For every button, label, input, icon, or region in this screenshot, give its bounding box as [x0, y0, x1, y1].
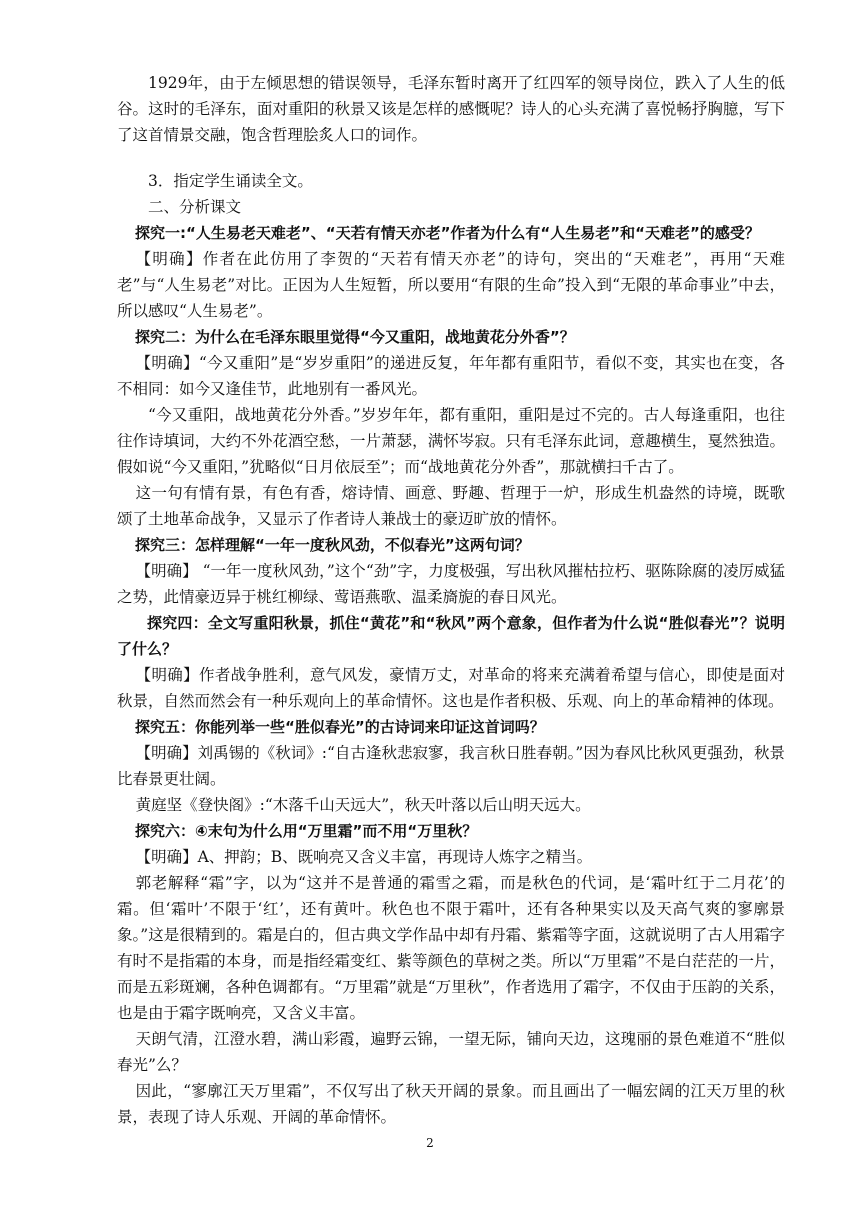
question-3: 探究三：怎样理解“一年一度秋风劲，不似春光”这两句词？ [135, 536, 530, 554]
answer-6-detail-b: 天朗气清，江澄水碧，满山彩霞，遍野云锦，一望无际，铺向天边，这瑰丽的景色难道不“胜似春光”么？ [117, 1030, 785, 1074]
answer-6-detail-c: 因此，“寥廓江天万里霜”，不仅写出了秋天开阔的景象。而且画出了一幅宏阔的江天万里的秋景，表现了诗人乐观、开阔的革命情怀。 [117, 1082, 785, 1126]
question-4: 探究四：全文写重阳秋景，抓住“黄花”和“秋风”两个意象，但作者为什么说“胜似春光”？说明了什么？ [117, 614, 785, 658]
answer-1: 【明确】作者在此仿用了李贺的“天若有情天亦老”的诗句，突出的“天难老”，再用“天难老”与“人生易老”对比。正因为人生短暂，所以要用“有限的生命”投入到“无限的革命事业”中去，所以感叹“人生易老”。 [117, 250, 785, 320]
answer-5-detail: 黄庭坚《登快阁》:“木落千山天远大”，秋天叶落以后山明天远大。 [135, 796, 591, 814]
section-heading-analysis: 二、分析课文 [148, 198, 242, 216]
question-2: 探究二：为什么在毛泽东眼里觉得“今又重阳，战地黄花分外香”？ [135, 328, 575, 346]
question-5: 探究五：你能列举一些“胜似春光”的古诗词来印证这首词吗？ [135, 718, 545, 736]
step-recite-text: 3．指定学生诵读全文。 [148, 172, 313, 190]
intro-paragraph: 1929年，由于左倾思想的错误领导，毛泽东暂时离开了红四军的领导岗位，跌入了人生的低谷。这时的毛泽东，面对重阳的秋景又该是怎样的感慨呢？诗人的心头充满了喜悦畅抒胸臆，写下了这首情景交融，饱含哲理脍炙人口的词作。 [117, 74, 785, 144]
answer-5: 【明确】刘禹锡的《秋词》:“自古逢秋悲寂寥，我言秋日胜春朝。”因为春风比秋风更强劲，秋景比春景更壮阔。 [117, 744, 785, 788]
paragraph-gap [117, 148, 785, 168]
answer-2-detail-b: 这一句有情有景，有色有香，熔诗情、画意、野趣、哲理于一炉，形成生机盎然的诗境，既歌颂了土地革命战争，又显示了作者诗人兼战士的豪迈旷放的情怀。 [117, 484, 785, 528]
page-body [117, 70, 785, 1130]
answer-2: 【明确】“今又重阳”是“岁岁重阳”的递进反复，年年都有重阳节，看似不变，其实也在变，各不相同：如今又逢佳节，此地别有一番风光。 [117, 354, 785, 398]
answer-6-detail-a: 郭老解释“霜”字，以为“这并不是普通的霜雪之霜，而是秋色的代词，是‘霜叶红于二月花’的霜。但‘霜叶’不限于‘红’，还有黄叶。秋色也不限于霜叶，还有各种果实以及天高气爽的寥廓景象。”这是很精到的。霜是白的，但古典文学作品中却有丹霜、紫霜等字面，这就说明了古人用霜字有时不是指霜的本身，而是指经霜变红、紫等颜色的草树之类。所以“万里霜”不是白茫茫的一片，而是五彩斑斓，各种色调都有。“万里霜”就是“万里秋”，作者选用了霜字，不仅由于压韵的关系，也是由于霜字既响亮，又含义丰富。 [117, 874, 785, 1022]
question-1: 探究一:“人生易老天难老”、“天若有情天亦老”作者为什么有“人生易老”和“天难老”的感受？ [135, 224, 760, 242]
page-number: 2 [426, 1136, 434, 1150]
answer-4: 【明确】作者战争胜利，意气风发，豪情万丈，对革命的将来充满着希望与信心，即使是面对秋景，自然而然会有一种乐观向上的革命情怀。这也是作者积极、乐观、向上的革命精神的体现。 [117, 666, 785, 710]
answer-2-detail-a: “今又重阳，战地黄花分外香。”岁岁年年，都有重阳，重阳是过不完的。古人每逢重阳，也往往作诗填词，大约不外花酒空愁，一片萧瑟，满怀岑寂。只有毛泽东此词，意趣横生，戛然独造。假如说“今又重阳，”犹略似“日月依辰至”；而“战地黄花分外香”，那就横扫千古了。 [117, 406, 785, 476]
answer-6: 【明确】A、押韵；B、既响亮又含义丰富，再现诗人炼字之精当。 [135, 848, 593, 866]
question-6: 探究六：④末句为什么用“万里霜”而不用“万里秋？ [135, 822, 478, 840]
answer-3: 【明确】 “一年一度秋风劲，”这个“劲”字，力度极强，写出秋风摧枯拉朽、驱陈除腐的凌厉威猛之势，此情豪迈异于桃红柳绿、莺语燕歌、温柔旖旎的春日风光。 [117, 562, 785, 606]
